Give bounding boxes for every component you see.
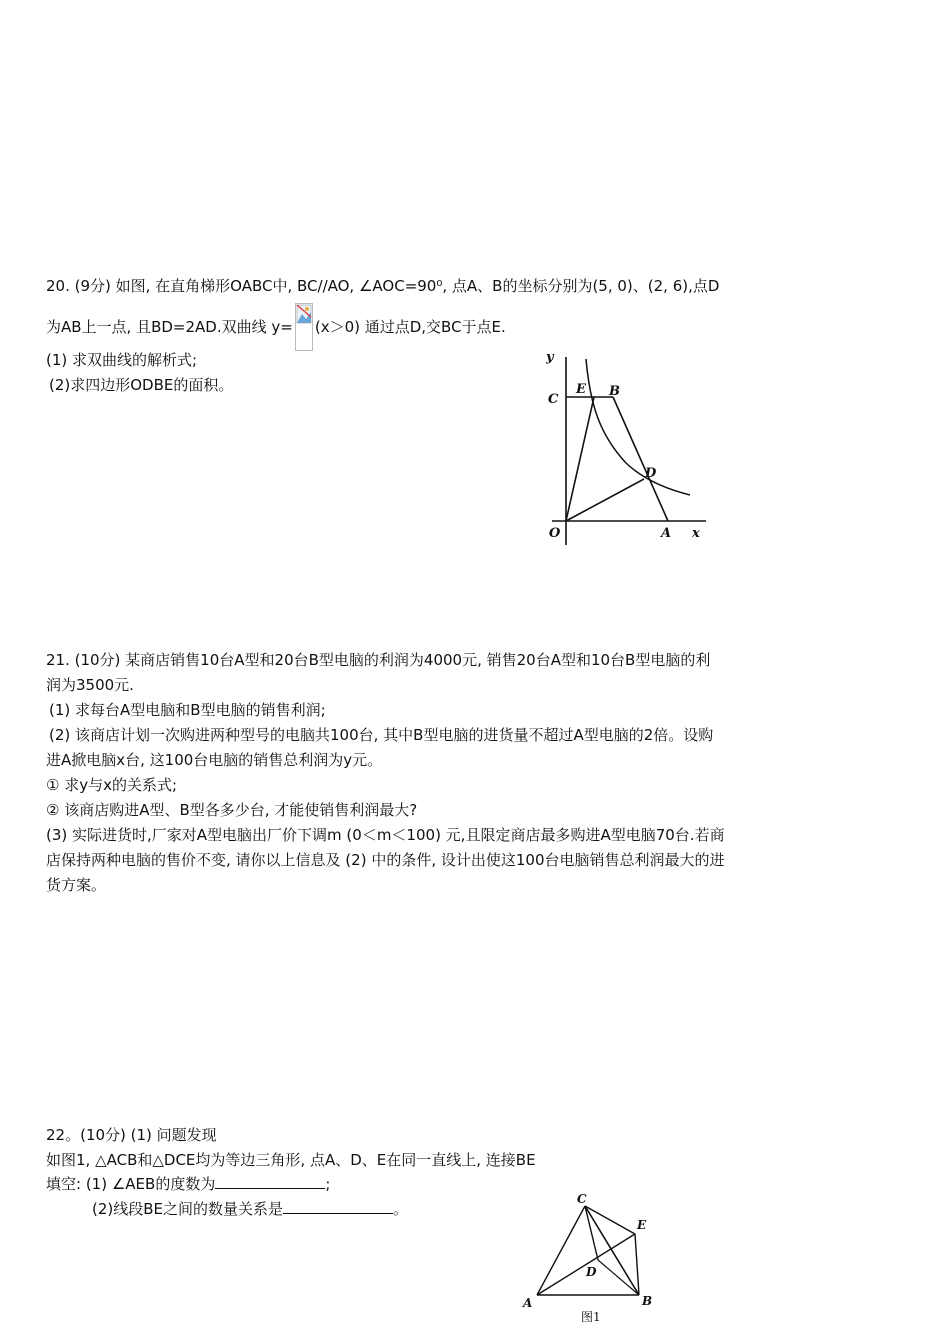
segment-ac (537, 1206, 585, 1295)
q20-line1: 20. (9分) 如图, 在直角梯形OABC中, BC//AO, ∠AOC=90⁰, 点A、B的坐标分别为(5, 0)、(2, 6),点D (46, 277, 720, 295)
label-c: C (548, 392, 559, 407)
q21-sub1: ① 求y与x的关系式; (46, 776, 178, 794)
segment-cb-2 (585, 1206, 639, 1295)
answer-blank-2[interactable] (283, 1199, 393, 1214)
q21-line2: 润为3500元. (46, 676, 134, 694)
answer-blank-1[interactable] (215, 1174, 325, 1189)
q21-part3-line1: (3) 实际进货时,厂家对A型电脑出厂价下调m (0＜m＜100) 元,且限定商店最多购进A型电脑70台.若商 (46, 826, 725, 844)
label-x: x (692, 526, 700, 541)
segment-eb (635, 1234, 639, 1295)
q21-part3-line3: 货方案。 (46, 876, 107, 894)
q20-figure (530, 345, 720, 550)
label-a: A (661, 526, 672, 541)
label-b: B (642, 1294, 653, 1308)
segment-db (598, 1260, 639, 1295)
q22-figure (515, 1188, 665, 1338)
broken-image-icon (295, 303, 313, 351)
q22-line2: 如图1, △ACB和△DCE均为等边三角形, 点A、D、E在同一直线上, 连接BE (46, 1151, 536, 1169)
segment-od (566, 479, 644, 521)
q22-line1: 22。(10分) (1) 问题发现 (46, 1126, 217, 1144)
q20-line2 (46, 302, 506, 352)
q20-line2-end: (x＞0) 通过点D,交BC于点E. (314, 318, 506, 336)
segment-cd (585, 1206, 598, 1260)
label-d: D (586, 1265, 597, 1279)
label-y: y (546, 350, 554, 365)
q20-part2: (2)求四边形ODBE的面积。 (49, 376, 234, 394)
label-b: B (609, 384, 620, 399)
q22-fill1-label: 填空: (1) ∠AEB的度数为 (46, 1175, 216, 1193)
label-o: O (549, 526, 561, 541)
q22-fill1 (46, 1174, 330, 1194)
q22-fill2-end: 。 (393, 1200, 409, 1218)
q22-fill1-end: ; (325, 1175, 331, 1193)
hyperbola-curve (586, 359, 690, 495)
q21-part2-line2: 进A掀电脑x台, 这100台电脑的销售总利润为y元。 (46, 751, 383, 769)
q20-part1: (1) 求双曲线的解析式; (46, 351, 198, 369)
q21-part3-line2: 店保持两种电脑的售价不变, 请你以上信息及 (2) 中的条件, 设计出使这100台电脑销售总利润最大的进 (46, 851, 725, 869)
segment-ce (585, 1206, 635, 1234)
label-e: E (576, 382, 586, 397)
q22-fill2 (92, 1199, 408, 1219)
label-d: D (645, 466, 657, 481)
q22-fill2-label: (2)线段BE之间的数量关系是 (92, 1200, 284, 1218)
figure-caption: 图1 (581, 1310, 601, 1324)
label-e: E (637, 1218, 647, 1232)
q21-sub2: ② 该商店购进A型、B型各多少台, 才能使销售利润最大? (46, 801, 418, 819)
q21-line1: 21. (10分) 某商店销售10台A型和20台B型电脑的利润为4000元, 销售20台A型和10台B型电脑的利 (46, 651, 711, 669)
label-c: C (577, 1192, 587, 1206)
segment-ba (613, 397, 668, 521)
q21-part2-line1: (2) 该商店计划一次购进两种型号的电脑共100台, 其中B型电脑的进货量不超过A型电脑的2倍。设购 (49, 726, 714, 744)
segment-oe (566, 397, 594, 521)
q21-part1: (1) 求每台A型电脑和B型电脑的销售利润; (49, 701, 326, 719)
q20-line2-start: 为AB上一点, 且BD=2AD.双曲线 y= (46, 318, 293, 336)
label-a: A (523, 1296, 533, 1310)
